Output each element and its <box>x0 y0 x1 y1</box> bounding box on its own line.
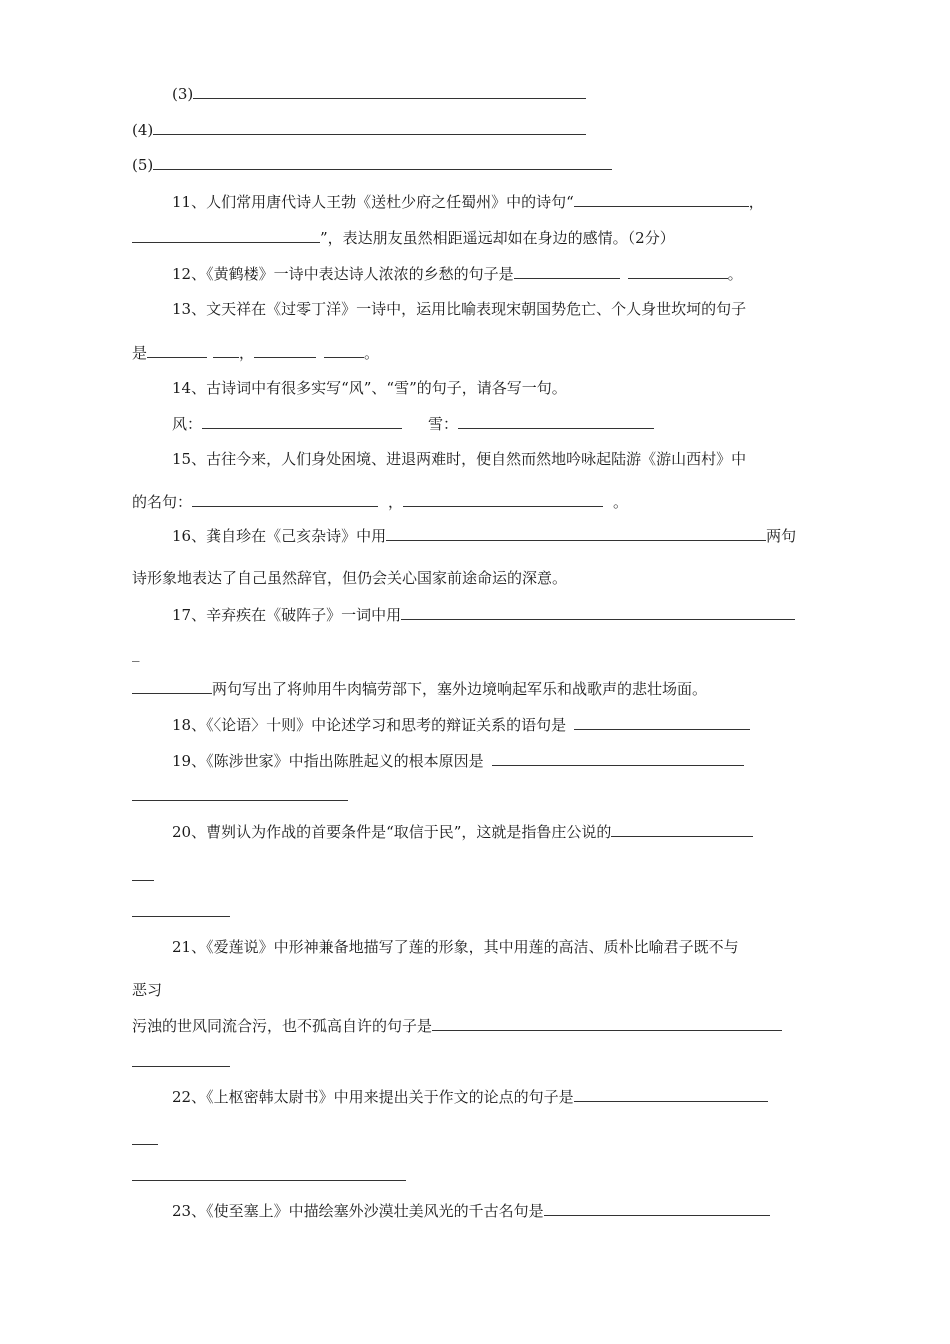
question-12-end: 。 <box>727 265 743 283</box>
question-22-text: 22、《上枢密韩太尉书》中用来提出关于作文的论点的句子是 <box>172 1088 574 1106</box>
question-19-line <box>172 751 744 771</box>
question-20-blank-2[interactable] <box>132 866 154 881</box>
question-15-blank-1[interactable] <box>192 492 378 507</box>
question-20-line-2 <box>132 866 154 886</box>
answer-blank-4[interactable] <box>153 120 586 135</box>
question-14-snow-label: 雪： <box>428 415 459 433</box>
question-16-text: 16、龚自珍在《己亥杂诗》中用 <box>172 527 387 545</box>
question-17-stub <box>132 643 140 663</box>
answer-line-4 <box>132 120 586 140</box>
question-22-blank-2[interactable] <box>132 1130 158 1145</box>
question-22-line-3 <box>132 1166 406 1186</box>
question-14-wind-label: 风： <box>172 415 203 433</box>
question-13-blank-2[interactable] <box>213 343 239 358</box>
question-14-snow-blank[interactable] <box>458 414 654 429</box>
question-20-text: 20、曹刿认为作战的首要条件是“取信于民”，这就是指鲁庄公说的 <box>172 823 612 841</box>
question-18-line <box>172 715 750 735</box>
question-23-text: 23、《使至塞上》中描绘塞外沙漠壮美风光的千古名句是 <box>172 1202 544 1220</box>
question-22-line-2 <box>132 1130 158 1150</box>
question-13-blank-4[interactable] <box>324 343 364 358</box>
question-21-text-3: 污浊的世风同流合污，也不孤高自许的句子是 <box>132 1017 433 1035</box>
question-15-line-2 <box>132 492 628 512</box>
question-13-text-2: 是 <box>132 344 148 362</box>
question-15-text-2: 的名句： <box>132 493 193 511</box>
question-14-wind-blank[interactable] <box>202 414 402 429</box>
question-17-line-1 <box>172 605 795 625</box>
question-11-line-2 <box>132 228 675 248</box>
question-11-blank-2[interactable] <box>132 228 320 243</box>
question-18-blank[interactable] <box>574 715 750 730</box>
question-19-blank-1[interactable] <box>492 751 744 766</box>
question-23-blank[interactable] <box>544 1201 770 1216</box>
question-16-line-1 <box>172 526 796 546</box>
question-20-blank-3[interactable] <box>132 902 230 917</box>
question-11-text: 11、人们常用唐代诗人王勃《送杜少府之任蜀州》中的诗句“ <box>172 193 574 211</box>
question-21-line-4 <box>132 1052 230 1072</box>
question-19-blank-2[interactable] <box>132 786 348 801</box>
question-20-blank-1[interactable] <box>611 822 753 837</box>
question-16-text-2: 诗形象地表达了自己虽然辞官，但仍会关心国家前途命运的深意。 <box>132 569 568 587</box>
question-14-line-1 <box>172 378 567 398</box>
question-22-line <box>172 1087 768 1107</box>
question-20-line <box>172 822 753 842</box>
question-21-line-3 <box>132 1016 782 1036</box>
question-16-line-2 <box>132 568 567 588</box>
question-11-text-2: ”，表达朋友虽然相距遥远却如在身边的感情。（2分） <box>320 229 675 247</box>
question-21-line-1 <box>172 937 739 957</box>
question-11-blank-1[interactable] <box>574 192 749 207</box>
question-13-text: 13、文天祥在《过零丁洋》一诗中，运用比喻表现宋朝国势危亡、个人身世坎坷的句子 <box>172 300 747 318</box>
question-13-line-2 <box>132 343 379 363</box>
question-12-blank-1[interactable] <box>514 264 620 279</box>
question-16-tail: 两句 <box>766 527 797 545</box>
question-11-line-1 <box>172 192 764 212</box>
question-15-end: 。 <box>613 493 629 511</box>
question-22-blank-1[interactable] <box>574 1087 768 1102</box>
question-17-stub-text: _ <box>132 644 140 662</box>
question-15-blank-2[interactable] <box>403 492 603 507</box>
question-21-text-2: 恶习 <box>132 981 163 999</box>
question-11-comma: ， <box>748 193 764 211</box>
answer-blank-5[interactable] <box>153 155 612 170</box>
question-12-line <box>172 264 743 284</box>
answer-label-4: (4) <box>132 121 154 139</box>
question-17-line-2 <box>132 679 707 699</box>
question-21-blank-2[interactable] <box>132 1052 230 1067</box>
question-13-blank-3[interactable] <box>254 343 316 358</box>
answer-label-5: (5) <box>132 156 154 174</box>
question-14-line-2 <box>172 414 654 434</box>
answer-blank-3[interactable] <box>193 84 586 99</box>
question-15-line-1 <box>172 449 746 469</box>
answer-line-3 <box>172 84 586 104</box>
question-22-blank-3[interactable] <box>132 1166 406 1181</box>
question-19-line-2 <box>132 786 348 806</box>
question-16-blank[interactable] <box>386 526 766 541</box>
question-13-end: 。 <box>364 344 380 362</box>
question-14-text: 14、古诗词中有很多实写“风”、“雪”的句子，请各写一句。 <box>172 379 567 397</box>
question-21-text: 21、《爱莲说》中形神兼备地描写了莲的形象，其中用莲的高洁、质朴比喻君子既不与 <box>172 938 739 956</box>
question-13-line-1 <box>172 299 746 319</box>
question-20-line-3 <box>132 902 230 922</box>
answer-label-3: (3) <box>172 85 194 103</box>
answer-line-5 <box>132 155 612 175</box>
question-15-comma: ， <box>388 493 404 511</box>
question-17-blank-2[interactable] <box>132 679 212 694</box>
question-15-text: 15、古往今来，人们身处困境、进退两难时，便自然而然地吟咏起陆游《游山西村》中 <box>172 450 747 468</box>
question-21-blank-1[interactable] <box>432 1016 782 1031</box>
question-19-text: 19、《陈涉世家》中指出陈胜起义的根本原因是 <box>172 752 484 770</box>
question-21-line-2 <box>132 980 162 1000</box>
question-13-blank-1[interactable] <box>147 343 207 358</box>
question-17-blank-1[interactable] <box>401 605 795 620</box>
question-18-text: 18、《〈论语〉十则》中论述学习和思考的辩证关系的语句是 <box>172 716 567 734</box>
question-17-text-2: 两句写出了将帅用牛肉犒劳部下，塞外边境响起军乐和战歌声的悲壮场面。 <box>212 680 708 698</box>
question-13-comma: ， <box>239 344 255 362</box>
question-12-text: 12、《黄鹤楼》一诗中表达诗人浓浓的乡愁的句子是 <box>172 265 514 283</box>
question-17-text: 17、辛弃疾在《破阵子》一词中用 <box>172 606 402 624</box>
question-23-line <box>172 1201 770 1221</box>
question-12-blank-2[interactable] <box>628 264 728 279</box>
